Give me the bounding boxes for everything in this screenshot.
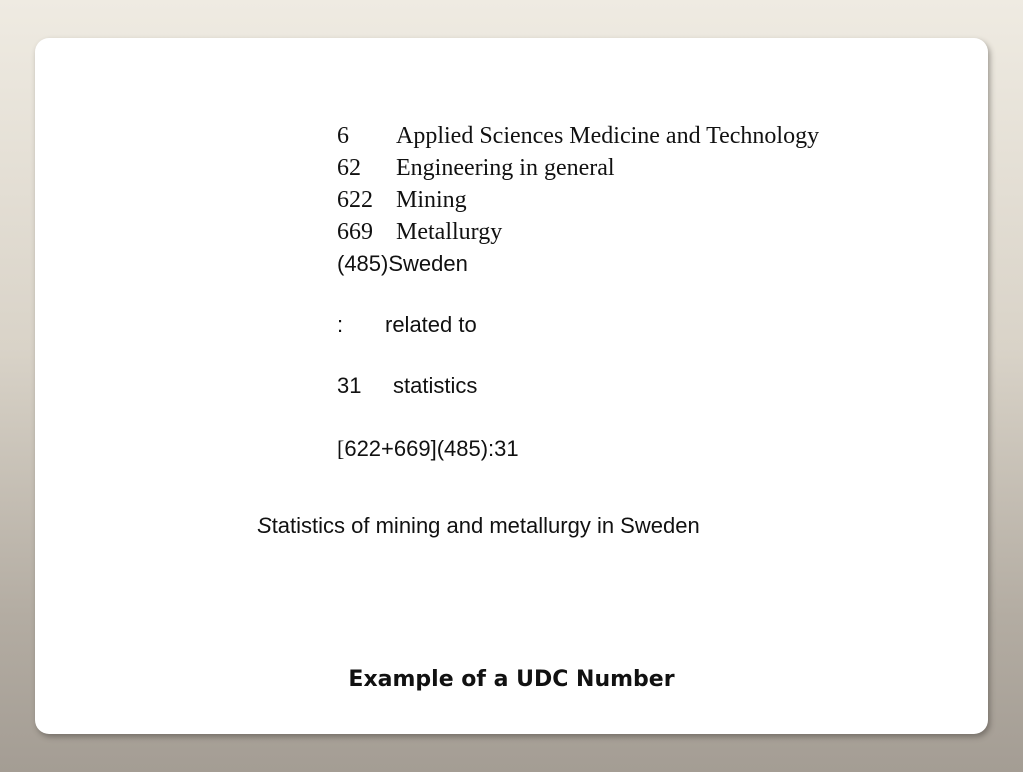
udc-code: 669 [337,219,373,245]
slide-caption: Example of a UDC Number [348,667,675,692]
udc-entry [337,184,819,216]
meaning-line [257,512,700,540]
relation-line [337,311,477,339]
place-label: Sweden [388,251,468,276]
udc-label: Metallurgy [396,219,503,245]
place-line [337,250,468,278]
meaning-first-letter: S [257,513,272,538]
udc-code: 6 [337,123,349,149]
relation-code: : [337,312,344,337]
udc-entry [337,152,819,184]
combined-rest: 622+669](485):31 [344,436,519,461]
combined-udc-number [337,435,519,463]
place-code: (485) [337,251,389,276]
subject-label: statistics [393,373,478,398]
udc-entry [337,120,819,152]
udc-entry [337,216,819,248]
combined-bracket: [ [337,436,345,461]
udc-label: Engineering in general [396,155,615,181]
udc-label: Applied Sciences Medicine and Technology [396,123,820,149]
meaning-rest: tatistics of mining and metallurgy in Sweden [271,513,700,538]
relation-label: related to [385,312,477,337]
subject-line [337,372,477,400]
udc-entry-list [337,120,819,248]
udc-label: Mining [396,187,467,213]
subject-code: 31 [337,373,362,398]
udc-code: 622 [337,187,373,213]
udc-code: 62 [337,155,361,181]
slide-card [35,38,988,734]
